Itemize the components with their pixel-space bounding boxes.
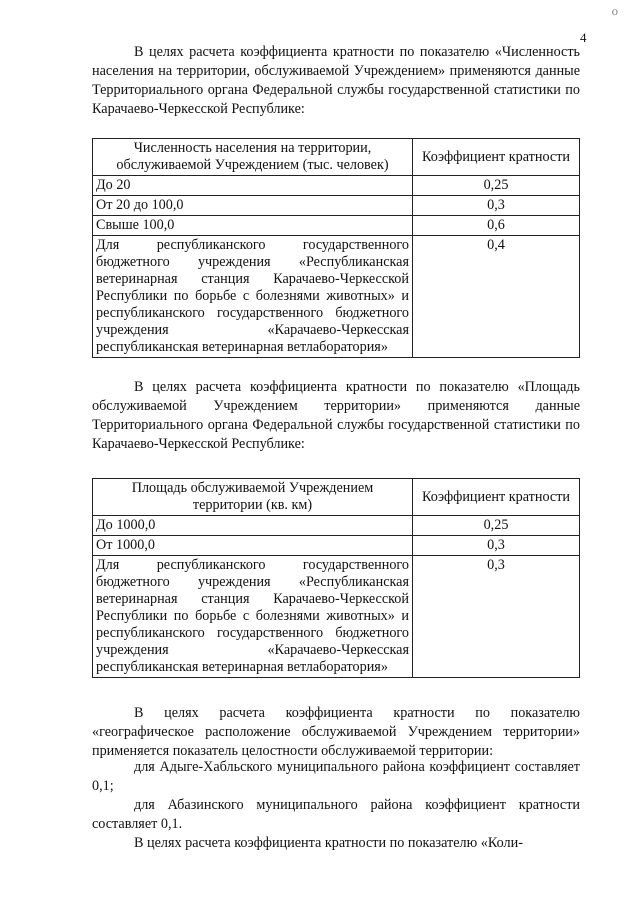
population-coefficient-table (92, 138, 580, 358)
table-row (93, 556, 580, 678)
row-value: 0,3 (413, 556, 580, 678)
row-value: 0,25 (413, 516, 580, 536)
table-row (93, 236, 580, 358)
paragraph-abaza: для Абазинского муниципального района коэффициент кратности составляет 0,1. (92, 797, 580, 832)
table-row (93, 216, 580, 236)
row-value: 0,3 (413, 536, 580, 556)
table-header-row (93, 479, 580, 516)
row-label: Для республиканского государственного бюджетного учреждения «Республиканская ветеринарная станция Карачаево-Черкесской Республики по борьбе с болезнями животных» и республиканского государственного бюджетного учреждения «Карачаево-Черкесская республиканская ветеринарная ветлаборатория» (93, 236, 413, 358)
column-header-coefficient: Коэффициент кратности (413, 139, 580, 176)
column-header-population: Численность населения на территории, обслуживаемой Учреждением (тыс. человек) (93, 139, 413, 176)
paragraph-adyge-khabl: для Адыге-Хабльского муниципального района коэффициент составляет 0,1; (92, 759, 580, 794)
row-label: От 1000,0 (93, 536, 413, 556)
row-label: Свыше 100,0 (93, 216, 413, 236)
table-row (93, 536, 580, 556)
row-label: До 20 (93, 176, 413, 196)
row-value: 0,6 (413, 216, 580, 236)
area-coefficient-table (92, 478, 580, 678)
column-header-coefficient: Коэффициент кратности (413, 479, 580, 516)
page-number: 4 (580, 30, 587, 45)
row-label: От 20 до 100,0 (93, 196, 413, 216)
row-label: Для республиканского государственного бюджетного учреждения «Республиканская ветеринарная станция Карачаево-Черкесской Республики по борьбе с болезнями животных» и республиканского государственного бюджетного учреждения «Карачаево-Черкесская республиканская ветеринарная ветлаборатория» (93, 556, 413, 678)
row-value: 0,4 (413, 236, 580, 358)
row-label: До 1000,0 (93, 516, 413, 536)
paragraph-area-intro: В целях расчета коэффициента кратности по показателю «Площадь обслуживаемой Учреждением территории» применяются данные Территориального органа Федеральной службы государственной статистики по Карачаево-Черкесской Республике: (92, 379, 580, 452)
column-header-area: Площадь обслуживаемой Учреждением территории (кв. км) (93, 479, 413, 516)
table-row (93, 516, 580, 536)
corner-mark: Ο (612, 8, 618, 17)
table-row (93, 196, 580, 216)
paragraph-continuation: В целях расчета коэффициента кратности по показателю «Коли- (134, 835, 523, 851)
row-value: 0,25 (413, 176, 580, 196)
paragraph-geography-intro: В целях расчета коэффициента кратности по показателю «географическое расположение обслуживаемой Учреждением территории» применяется показатель целостности обслуживаемой территории: (92, 705, 580, 759)
table-row (93, 176, 580, 196)
paragraph-population-intro: В целях расчета коэффициента кратности по показателю «Численность населения на территории, обслуживаемой Учреждением» применяются данные Территориального органа Федеральной службы государственной статистики по Карачаево-Черкесской Республике: (92, 44, 580, 117)
table-header-row (93, 139, 580, 176)
row-value: 0,3 (413, 196, 580, 216)
